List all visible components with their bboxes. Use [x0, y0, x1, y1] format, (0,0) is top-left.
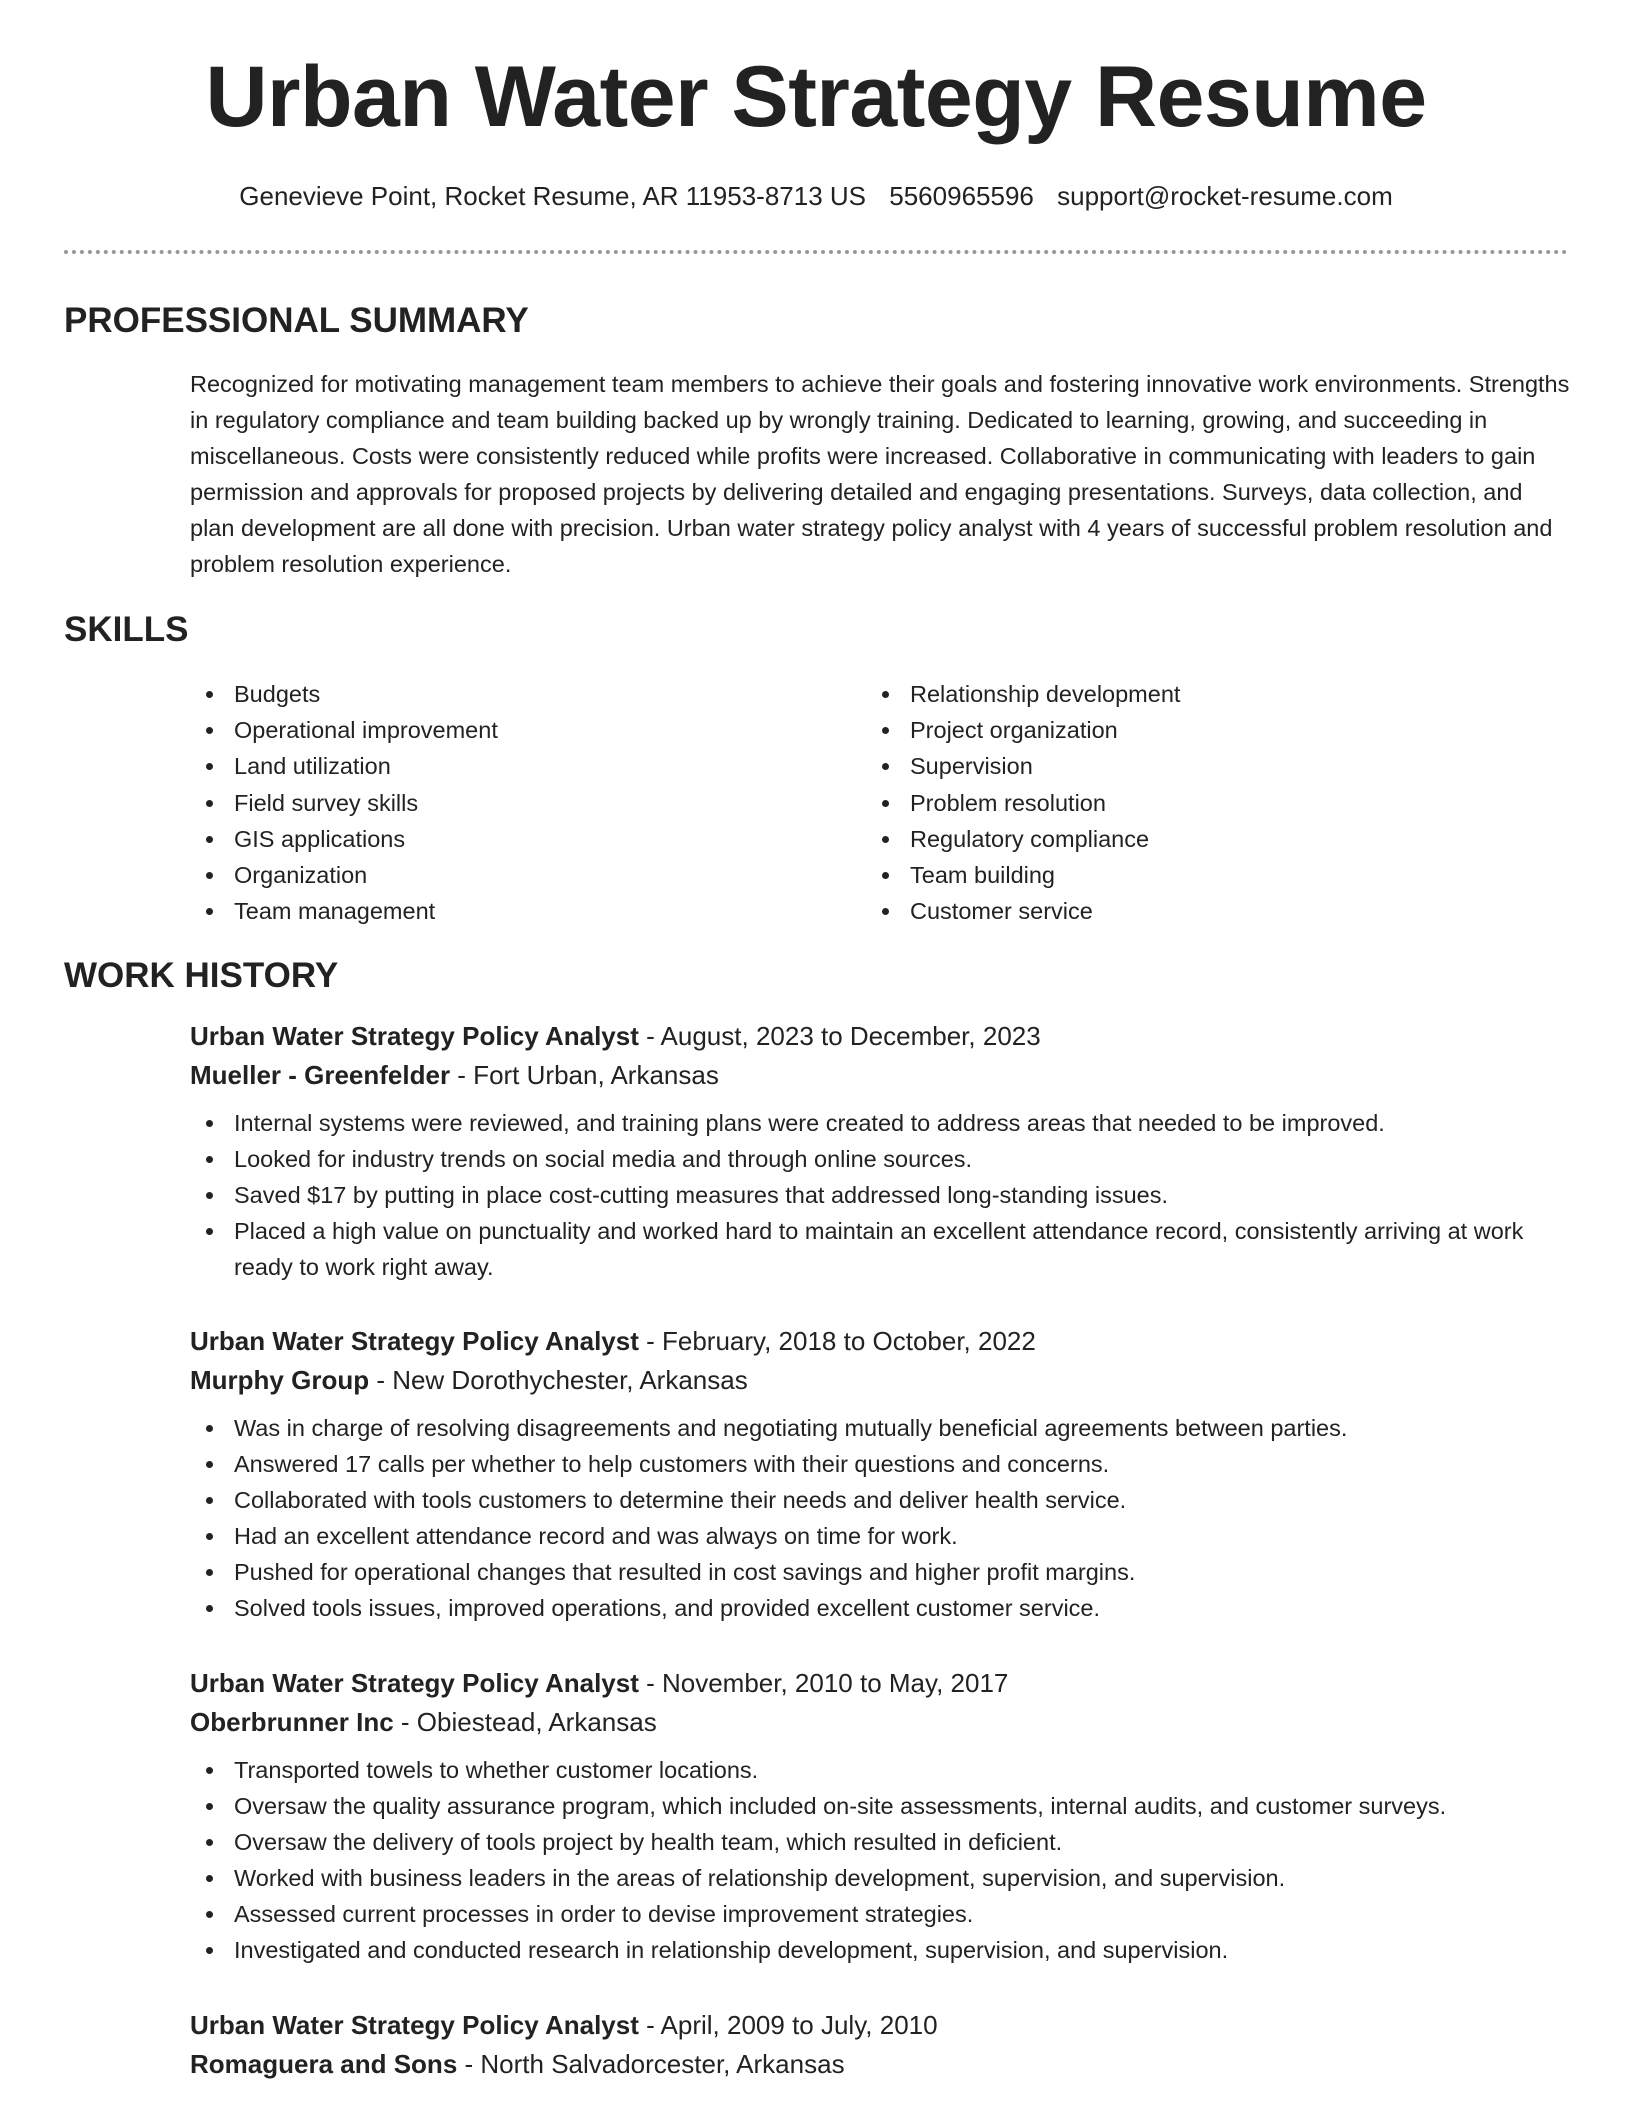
job-dates: - April, 2009 to July, 2010	[638, 2010, 938, 2040]
job-entry	[190, 2006, 1570, 2094]
job-title-line	[190, 1322, 1570, 1361]
job-bullet: Investigated and conducted research in relationship development, supervision, and supervision.	[190, 1932, 1570, 1968]
job-bullet: Collaborated with tools customers to determine their needs and deliver health service.	[190, 1482, 1570, 1518]
skill-item: Field survey skills	[190, 785, 830, 821]
job-entry	[190, 1664, 1570, 1968]
job-title-line	[190, 2006, 1570, 2045]
job-entry	[190, 1322, 1570, 1626]
job-bullet: Worked with business leaders in the areas of relationship development, supervision, and supervision.	[190, 1860, 1570, 1896]
job-location: - Obiestead, Arkansas	[393, 1707, 657, 1737]
job-title: Urban Water Strategy Policy Analyst	[190, 1326, 639, 1356]
job-title-line	[190, 1664, 1570, 1703]
job-bullet: Pushed for operational changes that resulted in cost savings and higher profit margins.	[190, 1554, 1570, 1590]
skill-item: Organization	[190, 857, 830, 893]
job-bullet: Answered 17 calls per whether to help customers with their questions and concerns.	[190, 1446, 1570, 1482]
job-company-line	[190, 1361, 1570, 1400]
job-company-line	[190, 1056, 1570, 1095]
skill-item: Supervision	[866, 748, 1566, 784]
summary-heading: PROFESSIONAL SUMMARY	[64, 301, 529, 340]
job-title-line	[190, 1017, 1570, 1056]
contact-phone: 5560965596	[889, 181, 1034, 211]
job-company: Oberbrunner Inc	[190, 1707, 394, 1737]
job-bullet: Transported towels to whether customer locations.	[190, 1752, 1570, 1788]
summary-text: Recognized for motivating management team members to achieve their goals and fostering innovative work environments. Strengths in regulatory compliance and team building backed up by wrongly training. Dedicated to learning, growing, and succeeding in miscellaneous. Costs were consistently reduced while profits were increased. Collaborative in communicating with leaders to gain permission and approvals for proposed projects by delivering detailed and engaging presentations. Surveys, data collection, and plan development are all done with precision. Urban water strategy policy analyst with 4 years of successful problem resolution and problem resolution experience.	[190, 371, 1570, 577]
job-title: Urban Water Strategy Policy Analyst	[190, 1668, 639, 1698]
skill-item: Customer service	[866, 893, 1566, 929]
job-company: Romaguera and Sons	[190, 2049, 458, 2079]
skill-item: Problem resolution	[866, 785, 1566, 821]
job-bullet: Placed a high value on punctuality and worked hard to maintain an excellent attendance record, consistently arriving at work ready to work right away.	[190, 1213, 1570, 1285]
job-bullet: Internal systems were reviewed, and training plans were created to address areas that needed to be improved.	[190, 1105, 1570, 1141]
job-title: Urban Water Strategy Policy Analyst	[190, 1021, 639, 1051]
job-company: Mueller - Greenfelder	[190, 1060, 451, 1090]
skills-heading: SKILLS	[64, 610, 189, 649]
header-divider	[64, 250, 1568, 254]
contact-email: support@rocket-resume.com	[1057, 181, 1393, 211]
skill-item: Project organization	[866, 712, 1566, 748]
skill-item: Team management	[190, 893, 830, 929]
job-bullets	[190, 1752, 1570, 1968]
skill-item: Budgets	[190, 676, 830, 712]
job-bullet: Had an excellent attendance record and was always on time for work.	[190, 1518, 1570, 1554]
job-company: Murphy Group	[190, 1365, 370, 1395]
job-title: Urban Water Strategy Policy Analyst	[190, 2010, 639, 2040]
job-location: - New Dorothychester, Arkansas	[369, 1365, 748, 1395]
skill-item: Team building	[866, 857, 1566, 893]
job-dates: - February, 2018 to October, 2022	[638, 1326, 1036, 1356]
job-bullet: Looked for industry trends on social media and through online sources.	[190, 1141, 1570, 1177]
resume-title: Urban Water Strategy Resume	[205, 49, 1427, 145]
job-company-line	[190, 1703, 1570, 1742]
job-bullet: Solved tools issues, improved operations, and provided excellent customer service.	[190, 1590, 1570, 1626]
job-company-line	[190, 2045, 1570, 2084]
contact-address: Genevieve Point, Rocket Resume, AR 11953-8713 US	[239, 181, 867, 211]
skills-list-right	[866, 676, 1566, 929]
work-history-heading: WORK HISTORY	[64, 956, 339, 995]
job-bullets	[190, 1105, 1570, 1285]
job-location: - North Salvadorcester, Arkansas	[457, 2049, 845, 2079]
skill-item: GIS applications	[190, 821, 830, 857]
job-location: - Fort Urban, Arkansas	[450, 1060, 719, 1090]
job-entry	[190, 1017, 1570, 1285]
job-dates: - August, 2023 to December, 2023	[638, 1021, 1041, 1051]
job-bullet: Oversaw the delivery of tools project by health team, which resulted in deficient.	[190, 1824, 1570, 1860]
job-dates: - November, 2010 to May, 2017	[638, 1668, 1009, 1698]
job-bullet: Saved $17 by putting in place cost-cutting measures that addressed long-standing issues.	[190, 1177, 1570, 1213]
skills-list-left	[190, 676, 830, 929]
skill-item: Operational improvement	[190, 712, 830, 748]
job-bullet: Was in charge of resolving disagreements and negotiating mutually beneficial agreements between parties.	[190, 1410, 1570, 1446]
job-bullet: Oversaw the quality assurance program, which included on-site assessments, internal audits, and customer surveys.	[190, 1788, 1570, 1824]
skill-item: Relationship development	[866, 676, 1566, 712]
job-bullets	[190, 1410, 1570, 1626]
contact-line	[0, 183, 1632, 209]
job-bullet: Assessed current processes in order to devise improvement strategies.	[190, 1896, 1570, 1932]
skill-item: Land utilization	[190, 748, 830, 784]
skill-item: Regulatory compliance	[866, 821, 1566, 857]
